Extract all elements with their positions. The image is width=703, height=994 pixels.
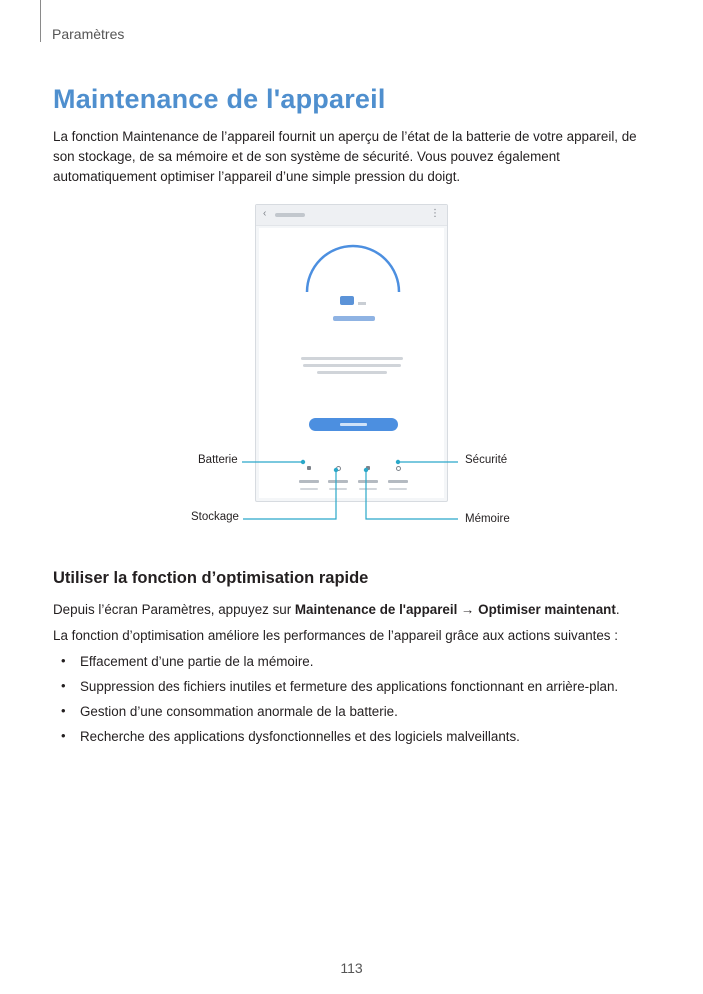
running-header: Paramètres bbox=[52, 26, 125, 42]
list-item bbox=[53, 728, 673, 753]
battery-callout-dot bbox=[301, 460, 305, 464]
bullet-icon: • bbox=[61, 653, 66, 668]
callout-memory: Mémoire bbox=[465, 513, 510, 525]
lead-paragraph: La fonction d’optimisation améliore les performances de l’appareil grâce aux actions suivantes : bbox=[53, 628, 618, 643]
bullet-icon: • bbox=[61, 678, 66, 693]
list-item-text: Suppression des fichiers inutiles et fermeture des applications fonctionnant en arrière-plan. bbox=[80, 679, 619, 694]
callout-security: Sécurité bbox=[465, 454, 508, 466]
page-number: 113 bbox=[340, 960, 363, 976]
more-options-icon: ⋮ bbox=[430, 208, 440, 219]
step-arrow: → bbox=[457, 602, 479, 617]
list-item bbox=[53, 678, 673, 703]
storage-callout-dot bbox=[334, 468, 338, 472]
list-item bbox=[53, 703, 673, 728]
list-item-text: Effacement d’une partie de la mémoire. bbox=[80, 654, 314, 669]
back-arrow-icon: ‹ bbox=[263, 208, 267, 219]
security-callout-dot bbox=[396, 460, 400, 464]
callout-battery: Batterie bbox=[198, 454, 238, 466]
section-heading: Utiliser la fonction d’optimisation rapide bbox=[53, 569, 369, 587]
bullet-icon: • bbox=[61, 703, 66, 718]
bullet-icon: • bbox=[61, 728, 66, 743]
storage-callout-line bbox=[243, 470, 336, 519]
list-item bbox=[53, 653, 673, 678]
step-prefix: Depuis l’écran Paramètres, appuyez sur bbox=[53, 602, 295, 617]
callout-storage: Stockage bbox=[191, 511, 239, 523]
memory-callout-line bbox=[366, 470, 458, 519]
menu-item-optimize-now: Optimiser maintenant bbox=[478, 602, 616, 617]
header-rule bbox=[40, 0, 41, 42]
device-care-figure bbox=[0, 200, 703, 540]
menu-item-maintenance: Maintenance de l'appareil bbox=[294, 602, 458, 617]
page-title: Maintenance de l'appareil bbox=[53, 84, 386, 114]
memory-callout-dot bbox=[364, 468, 368, 472]
callout-lines bbox=[0, 200, 703, 540]
list-item-text: Gestion d’une consommation anormale de la batterie. bbox=[80, 704, 398, 719]
list-item-text: Recherche des applications dysfonctionnelles et des logiciels malveillants. bbox=[80, 729, 520, 744]
step-suffix: . bbox=[615, 602, 620, 617]
intro-paragraph: La fonction Maintenance de l’appareil fournit un aperçu de l’état de la batterie de votre appareil, de son stockage, de sa mémoire et de son système de sécurité. Vous pouvez également automatiquement optimiser l’appareil d’une simple pression du doigt. bbox=[53, 129, 637, 184]
optimization-actions-list bbox=[53, 653, 673, 753]
step-paragraph bbox=[53, 601, 620, 619]
